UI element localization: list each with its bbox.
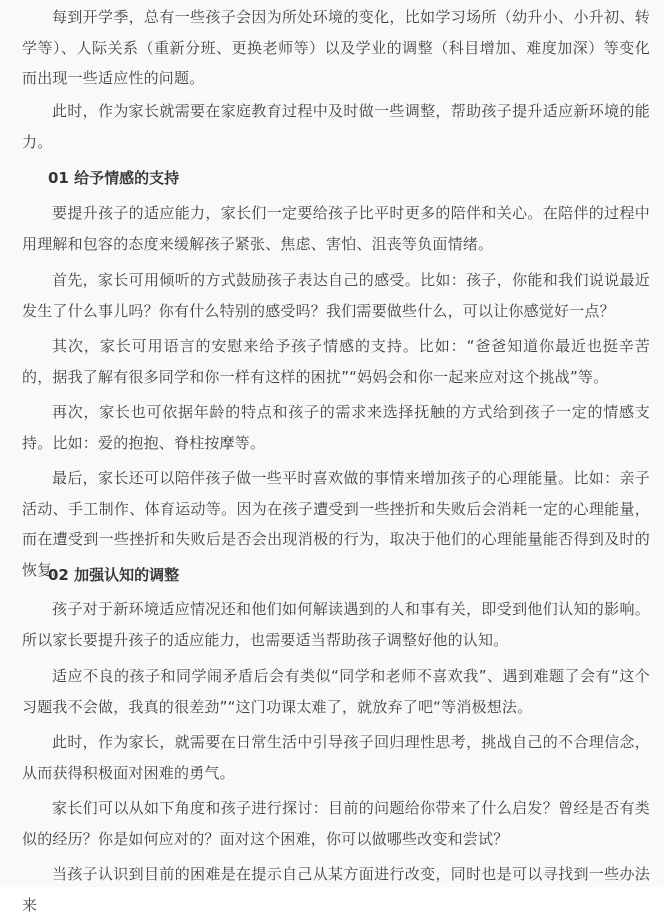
section1-paragraph-3: 其次，家长可用语言的安慰来给予孩子情感的支持。比如：“爸爸知道你最近也挺辛苦的，据我了解有很多同学和你一样有这样的困扰”“妈妈会和你一起来应对这个挑战”等。 (22, 337, 650, 386)
section1-paragraph-4: 再次，家长也可依据年龄的特点和孩子的需求来选择抚触的方式给到孩子一定的情感支持。比如：爱的抱抱、脊柱按摩等。 (22, 403, 650, 452)
section2-paragraph-3: 此时，作为家长，就需要在日常生活中引导孩子回归理性思考，挑战自己的不合理信念，从而获得积极面对困难的勇气。 (22, 733, 650, 782)
section1-paragraph-5: 最后，家长还可以陪伴孩子做一些平时喜欢做的事情来增加孩子的心理能量。比如：亲子活动、手工制作、体育运动等。因为在孩子遭受到一些挫折和失败后会消耗一定的心理能量，而在遭受到一些挫折和失败后是否会出现消极的行为，取决于他们的心理能量能否得到及时的恢复。 (22, 469, 650, 579)
intro-paragraph-2: 此时，作为家长就需要在家庭教育过程中及时做一些调整，帮助孩子提升适应新环境的能力。 (22, 102, 650, 151)
section2-paragraph-2: 适应不良的孩子和同学闹矛盾后会有类似“同学和老师不喜欢我”、遇到难题了会有“这个习题我不会做，我真的很差劲”“这门功课太难了，就放弃了吧“等消极想法。 (22, 667, 650, 716)
section2-paragraph-5: 当孩子认识到目前的困难是在提示自己从某方面进行改变，同时也是可以寻找到一些办法来 (22, 865, 650, 914)
section2-paragraph-1: 孩子对于新环境适应情况还和他们如何解读遇到的人和事有关，即受到他们认知的影响。所以家长要提升孩子的适应能力，也需要适当帮助孩子调整好他的认知。 (22, 600, 650, 649)
intro-paragraph-1: 每到开学季，总有一些孩子会因为所处环境的变化，比如学习场所（幼升小、小升初、转学等）、人际关系（重新分班、更换老师等）以及学业的调整（科目增加、难度加深）等变化而出现一些适应性的问题。 (22, 8, 650, 87)
section2-paragraph-4: 家长们可以从如下角度和孩子进行探讨：目前的问题给你带来了什么启发？曾经是否有类似的经历？你是如何应对的？面对这个困难，你可以做哪些改变和尝试？ (22, 799, 650, 848)
section-heading-emotional-support: 01 给予情感的支持 (48, 169, 180, 187)
section1-paragraph-1: 要提升孩子的适应能力，家长们一定要给孩子比平时更多的陪伴和关心。在陪伴的过程中用理解和包容的态度来缓解孩子紧张、焦虑、害怕、沮丧等负面情绪。 (22, 204, 650, 253)
section-heading-cognitive-adjustment: 02 加强认知的调整 (48, 566, 180, 584)
section1-paragraph-2: 首先，家长可用倾听的方式鼓励孩子表达自己的感受。比如：孩子，你能和我们说说最近发生了什么事儿吗？你有什么特别的感受吗？我们需要做些什么，可以让你感觉好一点？ (22, 271, 650, 320)
